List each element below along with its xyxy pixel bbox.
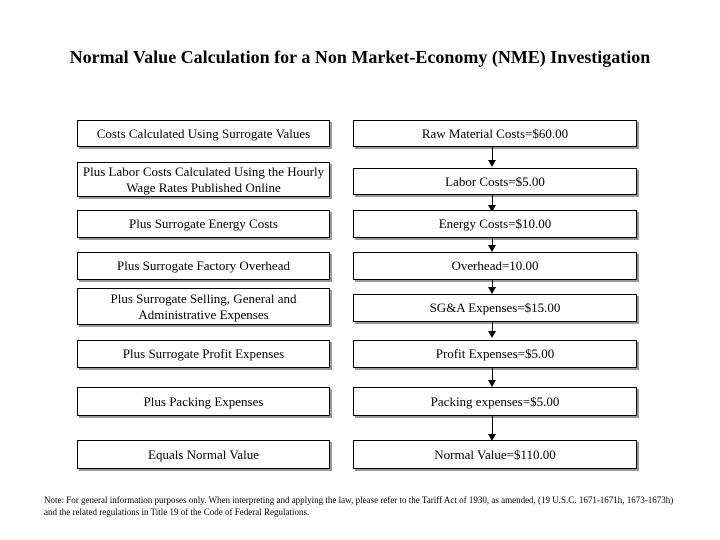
down-arrow-5 xyxy=(488,322,497,338)
left-box-overhead: Plus Surrogate Factory Overhead xyxy=(77,252,330,280)
down-arrow-3 xyxy=(488,238,497,252)
left-box-normal-value: Equals Normal Value xyxy=(77,440,330,469)
down-arrow-6 xyxy=(488,368,497,387)
right-box-profit: Profit Expenses=$5.00 xyxy=(353,340,637,368)
left-box-sga: Plus Surrogate Selling, General and Administrative Expenses xyxy=(77,288,330,325)
right-box-normal-value: Normal Value=$110.00 xyxy=(353,440,637,469)
left-box-surrogate-values: Costs Calculated Using Surrogate Values xyxy=(77,120,330,147)
right-box-sga: SG&A Expenses=$15.00 xyxy=(353,294,637,322)
diagram-title: Normal Value Calculation for a Non Market-Economy (NME) Investigation xyxy=(69,47,651,67)
down-arrow-4 xyxy=(488,280,497,294)
right-box-overhead: Overhead=10.00 xyxy=(353,252,637,280)
down-arrow-1 xyxy=(488,147,497,167)
down-arrow-7 xyxy=(488,416,497,441)
right-box-energy: Energy Costs=$10.00 xyxy=(353,210,637,238)
footnote: Note: For general information purposes only. When interpreting and applying the law, please refer to the Tariff Act of 1930, as amended, (19 U.S.C. 1671-1671h, 1673-1673h) and the related regulations in Title 19 of the Code of Federal Regulations. xyxy=(44,495,674,517)
left-box-profit: Plus Surrogate Profit Expenses xyxy=(77,340,330,368)
right-box-labor: Labor Costs=$5.00 xyxy=(353,168,637,195)
right-box-raw-material: Raw Material Costs=$60.00 xyxy=(353,120,637,147)
left-box-labor: Plus Labor Costs Calculated Using the Hourly Wage Rates Published Online xyxy=(77,162,330,197)
left-box-packing: Plus Packing Expenses xyxy=(77,387,330,416)
left-box-energy: Plus Surrogate Energy Costs xyxy=(77,210,330,238)
right-box-packing: Packing expenses=$5.00 xyxy=(353,387,637,416)
